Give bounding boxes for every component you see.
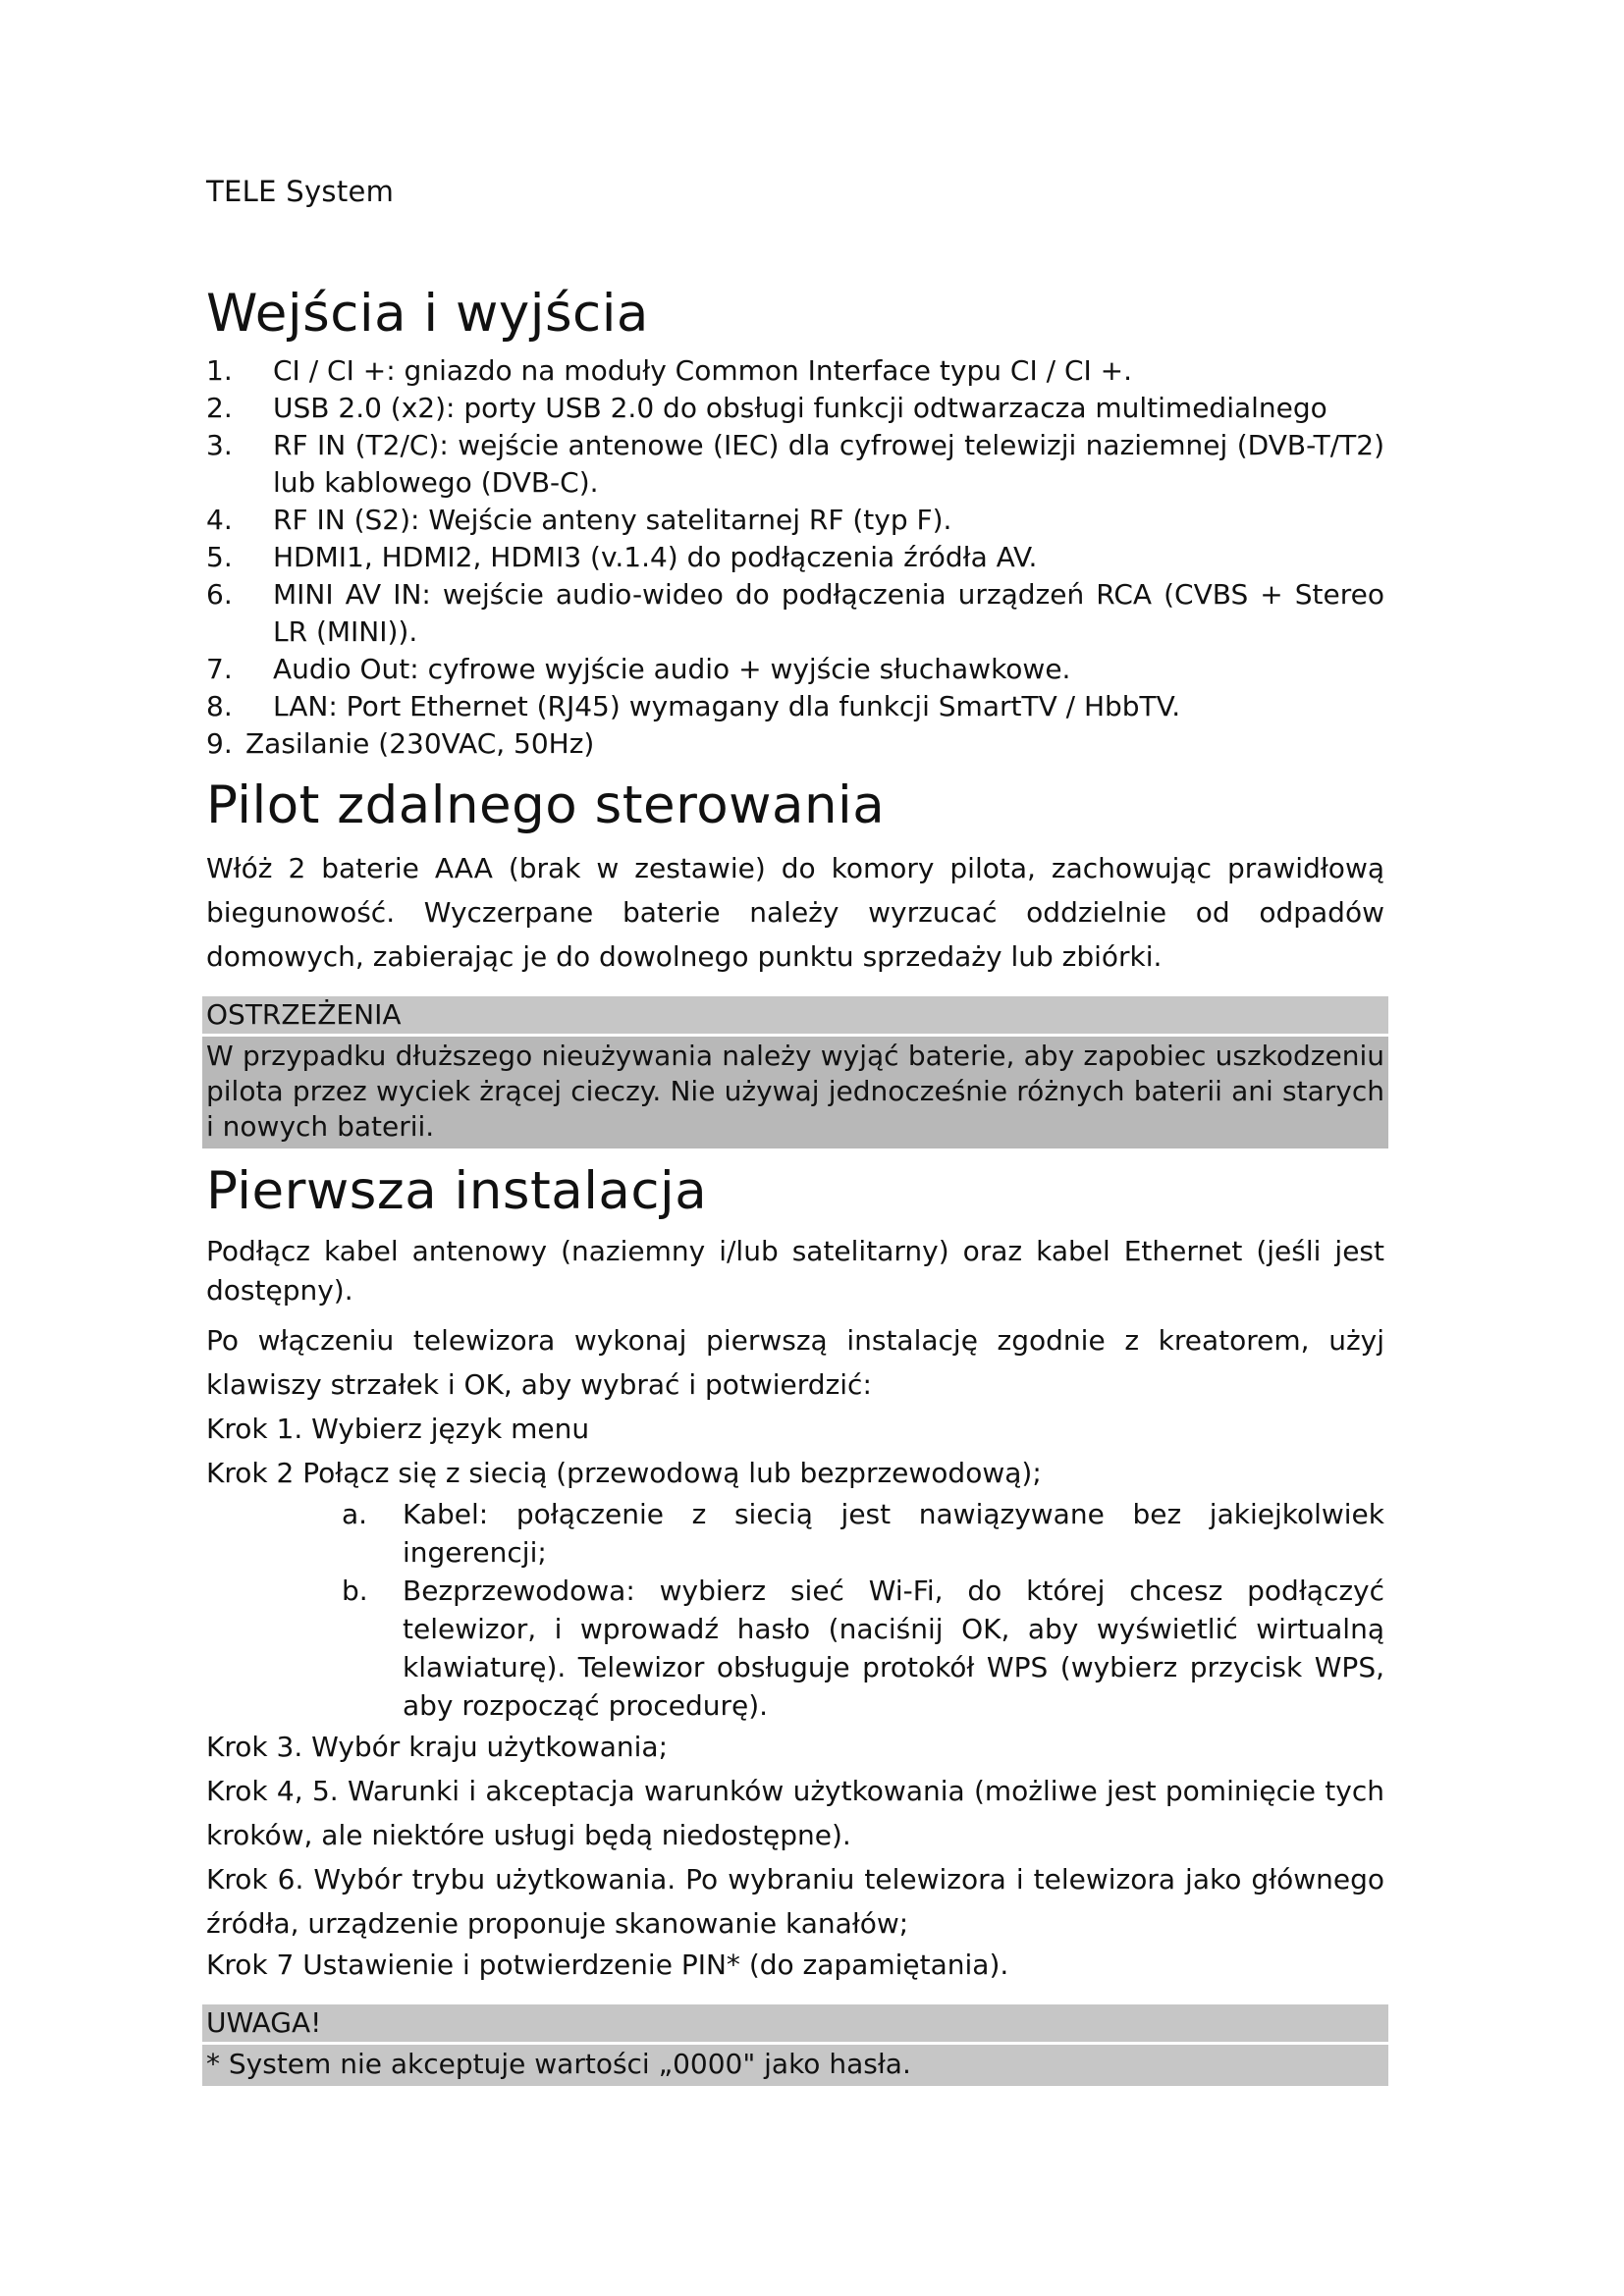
warning-body: W przypadku dłuższego nieużywania należy wyjąć baterie, aby zapobiec uszkodzeniu pilota przez wyciek żrącej cieczy. Nie używaj jednocześnie różnych baterii ani starych i nowych baterii. <box>202 1037 1388 1148</box>
list-text: Audio Out: cyfrowe wyjście audio + wyjście słuchawkowe. <box>273 652 1071 685</box>
list-item <box>206 1495 1384 1572</box>
install-step-6: Krok 6. Wybór trybu użytkowania. Po wybraniu telewizora i telewizora jako głównego źródła, urządzenie proponuje skanowanie kanałów; <box>206 1862 1384 1940</box>
list-text: RF IN (T2/C): wejście antenowe (IEC) dla cyfrowej telewizji naziemnej (DVB-T/T2) lub kablowego (DVB-C). <box>273 428 1384 499</box>
document-content <box>206 285 1384 2100</box>
install-para-1: Podłącz kabel antenowy (naziemny i/lub satelitarny) oraz kabel Ethernet (jeśli jest dostępny). <box>206 1234 1384 1307</box>
install-step-1: Krok 1. Wybierz język menu <box>206 1412 590 1445</box>
list-item <box>206 390 1384 427</box>
note-body: * System nie akceptuje wartości „0000" jako hasła. <box>202 2045 1388 2086</box>
list-item <box>206 576 1384 651</box>
list-number: 8. <box>206 689 233 722</box>
list-number: 5. <box>206 540 233 573</box>
install-step-3: Krok 3. Wybór kraju użytkowania; <box>206 1730 669 1763</box>
list-number: 1. <box>206 353 233 387</box>
warning-box <box>202 996 1388 1148</box>
list-item <box>206 539 1384 576</box>
list-number: 6. <box>206 577 233 611</box>
list-number: 7. <box>206 652 233 685</box>
remote-body: Włóż 2 baterie AAA (brak w zestawie) do komory pilota, zachowując prawidłową biegunowość. Wyczerpane baterie należy wyrzucać oddzielnie od odpadów domowych, zabierając je do dowolnego punktu sprzedaży lub zbiórki. <box>206 851 1384 973</box>
section-title-io: Wejścia i wyjścia <box>206 284 649 344</box>
list-item <box>206 725 1384 763</box>
note-title: UWAGA! <box>202 2004 1388 2045</box>
install-substeps <box>206 1495 1384 1725</box>
install-para-2: Po włączeniu telewizora wykonaj pierwszą instalację zgodnie z kreatorem, użyj klawiszy strzałek i OK, aby wybrać i potwierdzić: <box>206 1323 1384 1401</box>
list-text: Kabel: połączenie z siecią jest nawiązywane bez jakiejkolwiek ingerencji; <box>403 1497 1384 1569</box>
io-list <box>206 352 1384 763</box>
list-letter: b. <box>342 1574 368 1607</box>
list-text: Bezprzewodowa: wybierz sieć Wi-Fi, do której chcesz podłączyć telewizor, i wprowadź hasło (naciśnij OK, aby wyświetlić wirtualną klawiaturę). Telewizor obsługuje protokół WPS (wybierz przycisk WPS, aby rozpocząć procedurę). <box>403 1574 1384 1722</box>
list-number: 2. <box>206 391 233 424</box>
list-item <box>206 651 1384 688</box>
list-item <box>206 427 1384 502</box>
list-item <box>206 352 1384 390</box>
list-number: 3. <box>206 428 233 461</box>
list-text: LAN: Port Ethernet (RJ45) wymagany dla funkcji SmartTV / HbbTV. <box>273 689 1181 722</box>
note-box <box>202 2004 1388 2086</box>
list-item <box>206 502 1384 539</box>
list-number: 9. <box>206 726 233 760</box>
install-step-7: Krok 7 Ustawienie i potwierdzenie PIN* (do zapamiętania). <box>206 1948 1009 1981</box>
list-text: USB 2.0 (x2): porty USB 2.0 do obsługi funkcji odtwarzacza multimedialnego <box>273 391 1327 424</box>
list-text: MINI AV IN: wejście audio-wideo do podłączenia urządzeń RCA (CVBS + Stereo LR (MINI)). <box>273 577 1384 648</box>
section-title-install: Pierwsza instalacja <box>206 1160 708 1221</box>
list-text: RF IN (S2): Wejście anteny satelitarnej RF (typ F). <box>273 503 952 536</box>
list-letter: a. <box>342 1497 368 1530</box>
list-number: 4. <box>206 503 233 536</box>
list-text: Zasilanie (230VAC, 50Hz) <box>245 726 595 760</box>
header-brand: TELE System <box>206 175 395 208</box>
warning-title: OSTRZEŻENIA <box>202 996 1388 1037</box>
install-step-2: Krok 2 Połącz się z siecią (przewodową lub bezprzewodową); <box>206 1456 1042 1489</box>
list-item <box>206 1572 1384 1725</box>
install-step-4-5: Krok 4, 5. Warunki i akceptacja warunków użytkowania (możliwe jest pominięcie tych kroków, ale niektóre usługi będą niedostępne). <box>206 1774 1384 1851</box>
section-title-remote: Pilot zdalnego sterowania <box>206 774 886 835</box>
list-text: HDMI1, HDMI2, HDMI3 (v.1.4) do podłączenia źródła AV. <box>273 540 1038 573</box>
list-text: CI / CI +: gniazdo na moduły Common Interface typu CI / CI +. <box>273 353 1133 387</box>
list-item <box>206 688 1384 725</box>
